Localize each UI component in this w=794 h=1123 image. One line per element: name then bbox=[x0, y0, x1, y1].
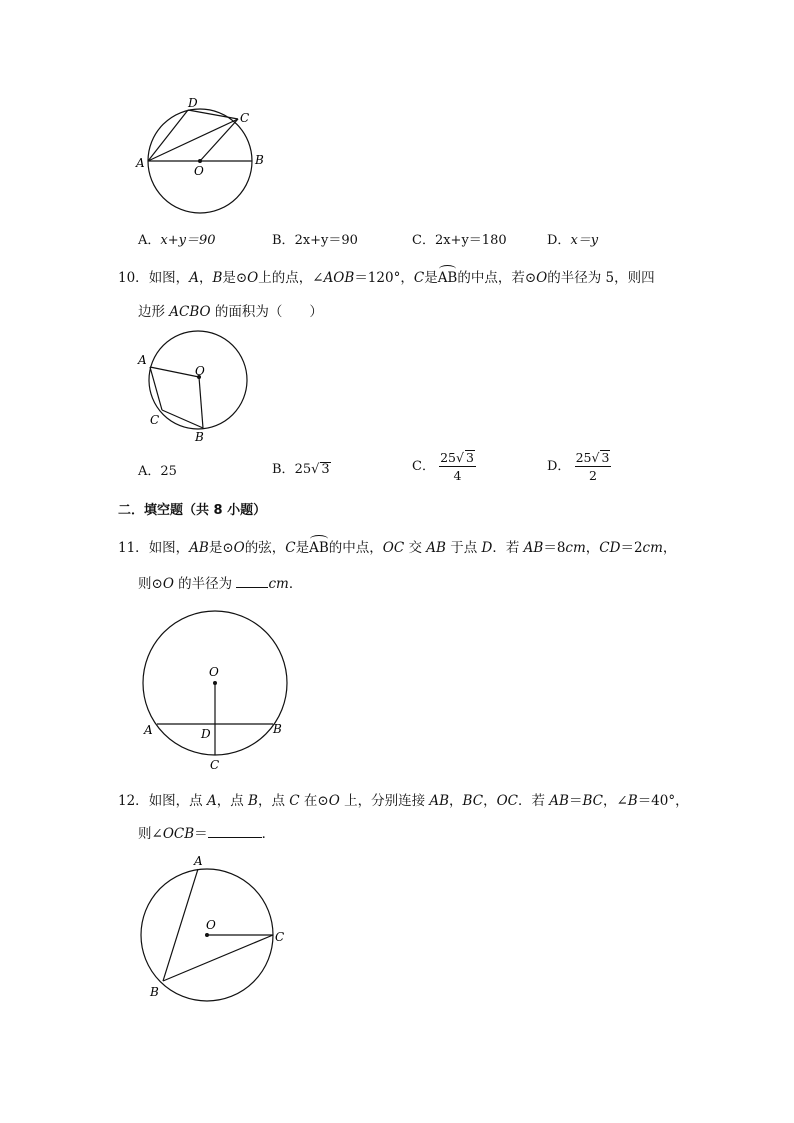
section-2-heading: 二．填空题（共 8 小题） bbox=[118, 503, 267, 518]
answer-blank-q11[interactable] bbox=[236, 575, 268, 588]
label-c-q10: C bbox=[150, 413, 160, 427]
label-a-q11: A bbox=[144, 723, 153, 737]
chord-bc-q12 bbox=[163, 935, 273, 981]
q9-option-c[interactable]: C．2x+y＝180 bbox=[412, 233, 507, 248]
segment-oc-q9 bbox=[200, 119, 238, 161]
arc-ab-q10: AB bbox=[437, 270, 458, 286]
label-a-q9: A bbox=[136, 156, 145, 170]
label-o-q10: O bbox=[195, 364, 205, 378]
label-d-q11: D bbox=[201, 727, 211, 741]
fraction-c: $\frac{25√ 3}{4}$ bbox=[440, 450, 474, 483]
label-c-q12: C bbox=[275, 930, 285, 944]
figure-q12 bbox=[130, 850, 300, 1010]
q10-options bbox=[138, 450, 658, 494]
label-o-q12: O bbox=[206, 918, 216, 932]
question-11-line1: 11．如图，AB是⊙O的弦，C是AB的中点，OC 交 AB 于点 D．若 AB＝8cm，CD＝2cm， bbox=[118, 540, 677, 556]
label-c-q11: C bbox=[210, 758, 220, 772]
figure-q11 bbox=[130, 605, 300, 775]
label-a-q10: A bbox=[138, 353, 147, 367]
q10-option-b[interactable]: B．25√ 3 bbox=[272, 462, 330, 477]
segment-ao-q10 bbox=[150, 367, 199, 377]
answer-blank-q12[interactable] bbox=[208, 825, 262, 838]
question-12-line2: 则∠OCB＝ ． bbox=[138, 826, 276, 842]
circle-q10 bbox=[149, 331, 247, 429]
segment-dc-q9 bbox=[188, 110, 238, 119]
label-b-q9: B bbox=[255, 153, 264, 167]
arc-ab-q11: AB bbox=[309, 540, 329, 556]
label-b-q10: B bbox=[195, 430, 204, 444]
q10-option-c[interactable]: C． $\frac{25√ 3}{4}$ bbox=[412, 450, 474, 483]
question-11-line2: 则⊙O 的半径为 cm． bbox=[138, 576, 303, 592]
segment-ob-q10 bbox=[199, 377, 203, 428]
center-dot-q11 bbox=[213, 681, 217, 685]
question-12-line1: 12．如图，点 A，点 B，点 C 在⊙O 上，分别连接 AB，BC，OC．若 AB＝BC，∠B＝40°， bbox=[118, 793, 689, 809]
center-dot-q9 bbox=[198, 159, 202, 163]
chord-ab-q12 bbox=[163, 869, 198, 981]
q9-options bbox=[138, 229, 658, 247]
q9-option-a[interactable]: A．x+y＝90 bbox=[138, 233, 216, 248]
figure-q10 bbox=[130, 327, 260, 447]
fraction-d: $\frac{25√ 3}{2}$ bbox=[575, 450, 610, 483]
figure-q9 bbox=[130, 92, 280, 220]
label-b-q12: B bbox=[150, 985, 159, 999]
question-10-line1: 10．如图，A，B是⊙O上的点，∠AOB＝120°，C是AB的中点，若⊙O的半径为 5，则四 bbox=[118, 270, 655, 286]
q9-option-d[interactable]: D．x＝y bbox=[547, 233, 599, 248]
label-b-q11: B bbox=[273, 722, 282, 736]
label-o-q11: O bbox=[209, 665, 219, 679]
question-10-line2: 边形 ACBO 的面积为（ ） bbox=[138, 304, 323, 320]
center-dot-q12 bbox=[205, 933, 209, 937]
q9-option-b[interactable]: B．2x+y＝90 bbox=[272, 233, 358, 248]
label-o-q9: O bbox=[194, 164, 204, 178]
q10-option-a[interactable]: A．25 bbox=[138, 464, 177, 479]
label-d-q9: D bbox=[188, 96, 198, 110]
label-a-q12: A bbox=[194, 854, 203, 868]
label-c-q9: C bbox=[240, 111, 250, 125]
q10-option-d[interactable]: D． $\frac{25√ 3}{2}$ bbox=[547, 450, 610, 483]
segment-ac-q10 bbox=[150, 367, 162, 410]
